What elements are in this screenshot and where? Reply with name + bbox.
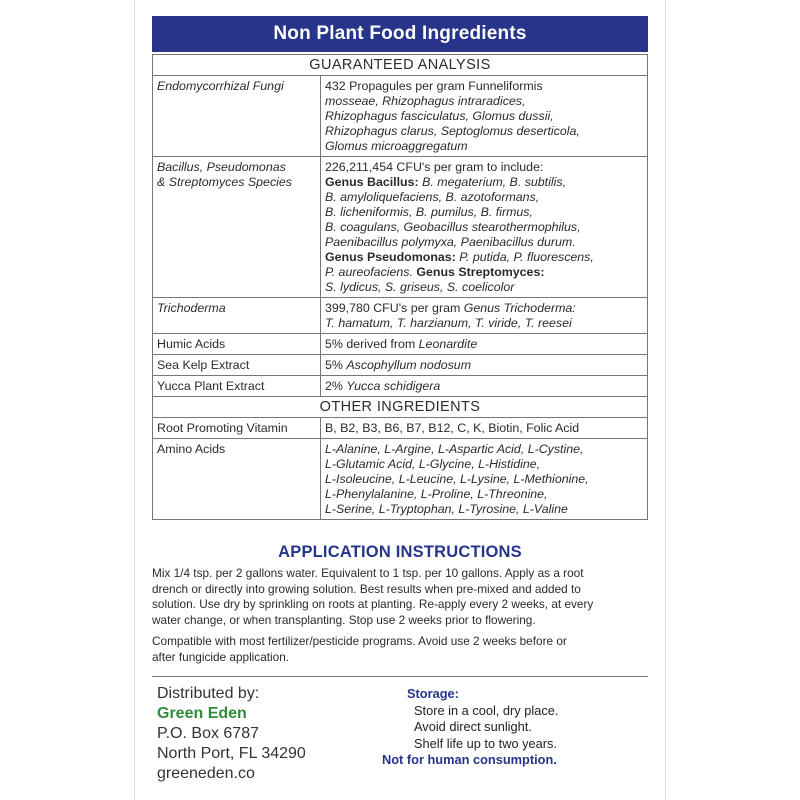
value-line: mosseae, Rhizophagus intraradices,: [325, 94, 526, 108]
name-line: Bacillus, Pseudomonas: [157, 160, 286, 174]
value-text: Ascophyllum nodosum: [346, 358, 472, 372]
value-line: Glomus microaggregatum: [325, 139, 468, 153]
storage-line: Avoid direct sunlight.: [414, 719, 532, 734]
value-line: B. licheniformis, B. pumilus, B. firmus,: [325, 205, 533, 219]
application-heading: APPLICATION INSTRUCTIONS: [278, 543, 522, 561]
value-line: Paenibacillus polymyxa, Paenibacillus durum.: [325, 235, 576, 249]
value-line: Genus Trichoderma:: [463, 301, 576, 315]
value-line: L-Glutamic Acid, L-Glycine, L-Histidine,: [325, 457, 541, 471]
value-line: B. coagulans, Geobacillus stearothermophilus,: [325, 220, 581, 234]
value-line: L-Phenylalanine, L-Proline, L-Threonine,: [325, 487, 548, 501]
storage-label: Storage:: [407, 686, 459, 701]
section-header-row: [153, 55, 648, 76]
ingredient-value: [321, 376, 648, 397]
value-line: Rhizophagus clarus, Septoglomus deserticola,: [325, 124, 580, 138]
value-line: L-Alanine, L-Argine, L-Aspartic Acid, L-Cystine,: [325, 442, 584, 456]
distributor-address-line: P.O. Box 6787: [157, 725, 259, 742]
paragraph-line: solution. Use dry by sprinkling on roots at planting. Re-apply every 2 weeks, at every: [152, 597, 594, 611]
storage-block: [382, 686, 559, 769]
value-line: Rhizophagus fasciculatus, Glomus dussii,: [325, 109, 554, 123]
table-row: [153, 376, 648, 397]
ingredient-name: Amino Acids: [153, 439, 321, 520]
ingredient-name: Trichoderma: [153, 298, 321, 334]
value-line: L-Serine, L-Tryptophan, L-Tyrosine, L-Valine: [325, 502, 568, 516]
section-header-row: [153, 397, 648, 418]
compatibility-paragraph: [152, 634, 652, 665]
storage-warning: Not for human consumption.: [382, 752, 557, 767]
table-row: [153, 298, 648, 334]
guaranteed-analysis-heading: GUARANTEED ANALYSIS: [153, 55, 648, 76]
value-text: 5% derived from: [325, 337, 419, 351]
value-line: 399,780 CFU's per gram: [325, 301, 464, 315]
distributor-name: Green Eden: [157, 705, 247, 722]
storage-line: Store in a cool, dry place.: [414, 702, 559, 718]
paragraph-line: water change, or when transplanting. Stop use 2 weeks prior to flowering.: [152, 612, 536, 627]
ingredient-name: Root Promoting Vitamin: [153, 418, 321, 439]
ingredient-value: [321, 157, 648, 298]
paragraph-line: drench or directly into growing solution. Best results when pre-mixed and added to: [152, 581, 581, 596]
ingredient-value: [321, 439, 648, 520]
product-label: [134, 0, 666, 800]
value-text: Leonardite: [418, 337, 478, 351]
genus-label: Genus Pseudomonas:: [325, 250, 456, 264]
table-row: [153, 355, 648, 376]
paragraph-line: Mix 1/4 tsp. per 2 gallons water. Equivalent to 1 tsp. per 10 gallons. Apply as a root: [152, 566, 584, 580]
value-line: T. hamatum, T. harzianum, T. viride, T. reesei: [325, 316, 572, 330]
value-line: 432 Propagules per gram Funneliformis: [325, 79, 543, 93]
table-row: [153, 334, 648, 355]
value-text: 2%: [325, 379, 347, 393]
ingredient-value: [321, 76, 648, 157]
ingredient-name: Humic Acids: [153, 334, 321, 355]
distributor-website: greeneden.co: [157, 765, 255, 782]
paragraph-line: Compatible with most fertilizer/pesticide programs. Avoid use 2 weeks before or: [152, 634, 567, 648]
value-line: L-Isoleucine, L-Leucine, L-Lysine, L-Methionine,: [325, 472, 589, 486]
table-row: [153, 157, 648, 298]
value-line: S. lydicus, S. griseus, S. coelicolor: [325, 280, 515, 294]
ingredient-value: B, B2, B3, B6, B7, B12, C, K, Biotin, Folic Acid: [321, 418, 648, 439]
ingredient-value: [321, 355, 648, 376]
ingredients-table: [152, 54, 648, 520]
value-text: Yucca schidigera: [346, 379, 441, 393]
application-paragraph: [152, 566, 652, 628]
distributor-address-line: North Port, FL 34290: [157, 745, 306, 762]
value-line: P. putida, P. fluorescens,: [455, 250, 594, 264]
genus-label: Genus Streptomyces:: [412, 265, 545, 279]
section-divider: [152, 676, 648, 677]
name-line: & Streptomyces Species: [157, 175, 292, 189]
value-text: 5%: [325, 358, 347, 372]
ingredient-name: Endomycorrhizal Fungi: [153, 76, 321, 157]
paragraph-line: after fungicide application.: [152, 649, 290, 664]
distributor-block: [157, 684, 306, 784]
ingredient-value: [321, 298, 648, 334]
distributor-label: Distributed by:: [157, 685, 260, 702]
ingredient-name: [153, 157, 321, 298]
table-row: [153, 76, 648, 157]
ingredient-value: [321, 334, 648, 355]
genus-label: Genus Bacillus:: [325, 175, 419, 189]
label-banner: Non Plant Food Ingredients: [152, 16, 648, 52]
value-line: 226,211,454 CFU's per gram to include:: [325, 160, 544, 174]
ingredient-name: Sea Kelp Extract: [153, 355, 321, 376]
ingredient-name: Yucca Plant Extract: [153, 376, 321, 397]
storage-line: Shelf life up to two years.: [414, 735, 557, 751]
table-row: [153, 439, 648, 520]
value-line: B. amyloliquefaciens, B. azotoformans,: [325, 190, 540, 204]
value-line: B. megaterium, B. subtilis,: [418, 175, 567, 189]
value-line: P. aureofaciens.: [325, 265, 413, 279]
table-row: [153, 418, 648, 439]
other-ingredients-heading: OTHER INGREDIENTS: [153, 397, 648, 418]
